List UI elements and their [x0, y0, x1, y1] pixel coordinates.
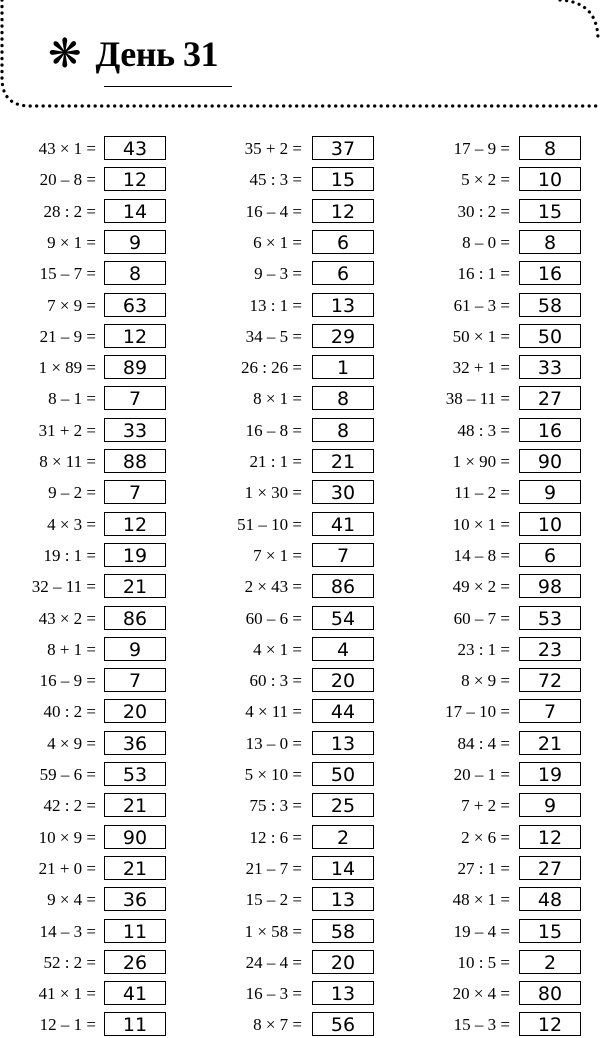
exercise-problem: 24 – 4 =	[245, 953, 302, 972]
answer-box[interactable]: 21	[104, 856, 166, 880]
exercise-row	[0, 543, 600, 569]
exercise-problem: 51 – 10 =	[237, 515, 302, 534]
exercise-row	[0, 856, 600, 882]
answer-box[interactable]: 8	[312, 418, 374, 442]
answer-box[interactable]: 90	[519, 449, 581, 473]
exercise-row	[0, 637, 600, 663]
exercise-row	[0, 793, 600, 819]
exercise-problem: 8 + 1 =	[47, 640, 96, 659]
exercise-problem: 38 – 11 =	[445, 389, 510, 408]
exercise-problem: 1 × 89 =	[38, 358, 96, 377]
exercise-problem: 9 × 4 =	[47, 890, 96, 909]
answer-box[interactable]: 33	[104, 418, 166, 442]
answer-box[interactable]: 13	[312, 887, 374, 911]
answer-box[interactable]: 12	[104, 324, 166, 348]
exercise-problem: 48 × 1 =	[452, 890, 510, 909]
answer-box[interactable]: 54	[312, 606, 374, 630]
answer-box[interactable]: 27	[519, 856, 581, 880]
answer-box[interactable]: 10	[519, 512, 581, 536]
answer-box[interactable]: 4	[312, 637, 374, 661]
answer-box[interactable]: 89	[104, 355, 166, 379]
exercise-row	[0, 230, 600, 256]
exercise-row	[0, 950, 600, 976]
answer-box[interactable]: 9	[519, 480, 581, 504]
answer-box[interactable]: 98	[519, 574, 581, 598]
exercise-row	[0, 167, 600, 193]
answer-box[interactable]: 14	[312, 856, 374, 880]
answer-box[interactable]: 58	[519, 293, 581, 317]
answer-box[interactable]: 9	[104, 637, 166, 661]
exercise-problem: 45 : 3 =	[249, 170, 302, 189]
answer-box[interactable]: 11	[104, 919, 166, 943]
answer-box[interactable]: 25	[312, 793, 374, 817]
exercise-problem: 26 : 26 =	[240, 358, 302, 377]
exercise-row	[0, 512, 600, 538]
page-title-text: День 31	[95, 34, 218, 74]
answer-box[interactable]: 7	[104, 668, 166, 692]
exercise-row	[0, 981, 600, 1007]
answer-box[interactable]: 86	[312, 574, 374, 598]
answer-box[interactable]: 50	[519, 324, 581, 348]
exercise-row	[0, 825, 600, 851]
answer-box[interactable]: 8	[104, 261, 166, 285]
answer-box[interactable]: 15	[312, 167, 374, 191]
answer-box[interactable]: 21	[519, 731, 581, 755]
exercise-problem: 1 × 90 =	[452, 452, 510, 471]
exercise-problem: 40 : 2 =	[43, 702, 96, 721]
exercise-problem: 13 – 0 =	[245, 734, 302, 753]
exercise-problem: 16 – 4 =	[245, 202, 302, 221]
exercise-problem: 84 : 4 =	[457, 734, 510, 753]
exercise-problem: 20 – 1 =	[453, 765, 510, 784]
exercise-problem: 16 – 3 =	[245, 984, 302, 1003]
exercise-problem: 14 – 3 =	[39, 922, 96, 941]
exercise-row	[0, 418, 600, 444]
exercise-problem: 11 – 2 =	[454, 483, 510, 502]
exercise-problem: 8 × 9 =	[461, 671, 510, 690]
answer-box[interactable]: 86	[104, 606, 166, 630]
answer-box[interactable]: 13	[312, 981, 374, 1005]
answer-box[interactable]: 12	[104, 167, 166, 191]
answer-box[interactable]: 36	[104, 731, 166, 755]
answer-box[interactable]: 16	[519, 261, 581, 285]
answer-box[interactable]: 2	[312, 825, 374, 849]
exercise-problem: 60 : 3 =	[249, 671, 302, 690]
answer-box[interactable]: 7	[312, 543, 374, 567]
exercise-problem: 8 × 7 =	[253, 1015, 302, 1034]
exercise-problem: 16 : 1 =	[457, 264, 510, 283]
exercise-problem: 10 × 1 =	[452, 515, 510, 534]
exercise-problem: 7 × 9 =	[47, 296, 96, 315]
exercise-problem: 1 × 58 =	[244, 922, 302, 941]
answer-box[interactable]: 15	[519, 919, 581, 943]
exercise-row	[0, 1012, 600, 1038]
exercise-problem: 4 × 1 =	[253, 640, 302, 659]
exercise-problem: 5 × 2 =	[461, 170, 510, 189]
exercise-row	[0, 574, 600, 600]
answer-box[interactable]: 50	[312, 762, 374, 786]
answer-box[interactable]: 36	[104, 887, 166, 911]
answer-box[interactable]: 44	[312, 699, 374, 723]
exercise-problem: 15 – 3 =	[453, 1015, 510, 1034]
answer-box[interactable]: 80	[519, 981, 581, 1005]
answer-box[interactable]: 37	[312, 136, 374, 160]
exercise-problem: 4 × 9 =	[47, 734, 96, 753]
exercise-problem: 19 – 4 =	[453, 922, 510, 941]
exercise-problem: 59 – 6 =	[39, 765, 96, 784]
exercise-problem: 43 × 1 =	[38, 139, 96, 158]
exercise-problem: 23 : 1 =	[457, 640, 510, 659]
answer-box[interactable]: 16	[519, 418, 581, 442]
answer-box[interactable]: 30	[312, 480, 374, 504]
answer-box[interactable]: 13	[312, 293, 374, 317]
answer-box[interactable]: 12	[312, 199, 374, 223]
exercise-problem: 9 – 2 =	[48, 483, 96, 502]
exercise-row	[0, 699, 600, 725]
exercise-problem: 21 – 9 =	[39, 327, 96, 346]
exercise-problem: 15 – 7 =	[39, 264, 96, 283]
answer-box[interactable]: 21	[104, 793, 166, 817]
exercise-problem: 75 : 3 =	[249, 796, 302, 815]
exercise-problem: 7 × 1 =	[253, 546, 302, 565]
exercise-problem: 12 : 6 =	[249, 828, 302, 847]
answer-box[interactable]: 8	[312, 386, 374, 410]
exercise-problem: 5 × 10 =	[244, 765, 302, 784]
answer-box[interactable]: 13	[312, 731, 374, 755]
exercise-row	[0, 668, 600, 694]
answer-box[interactable]: 27	[519, 386, 581, 410]
exercise-problem: 2 × 43 =	[244, 577, 302, 596]
exercise-row	[0, 261, 600, 287]
answer-box[interactable]: 6	[312, 261, 374, 285]
answer-box[interactable]: 88	[104, 449, 166, 473]
answer-box[interactable]: 48	[519, 887, 581, 911]
answer-box[interactable]: 19	[104, 543, 166, 567]
exercise-problem: 49 × 2 =	[452, 577, 510, 596]
answer-box[interactable]: 7	[104, 386, 166, 410]
exercise-problem: 20 – 8 =	[39, 170, 96, 189]
exercise-problem: 8 – 1 =	[48, 389, 96, 408]
exercise-problem: 7 + 2 =	[461, 796, 510, 815]
answer-box[interactable]: 33	[519, 355, 581, 379]
exercise-row	[0, 480, 600, 506]
exercise-problem: 20 × 4 =	[452, 984, 510, 1003]
exercise-row	[0, 606, 600, 632]
exercise-problem: 31 + 2 =	[38, 421, 96, 440]
exercise-problem: 10 × 9 =	[38, 828, 96, 847]
exercise-problem: 61 – 3 =	[453, 296, 510, 315]
exercise-row	[0, 919, 600, 945]
answer-box[interactable]: 2	[519, 950, 581, 974]
exercise-problem: 32 + 1 =	[452, 358, 510, 377]
answer-box[interactable]: 9	[519, 793, 581, 817]
exercise-row	[0, 449, 600, 475]
exercise-problem: 30 : 2 =	[457, 202, 510, 221]
answer-box[interactable]: 7	[519, 699, 581, 723]
page-title	[48, 31, 218, 77]
answer-box[interactable]: 41	[104, 981, 166, 1005]
answer-box[interactable]: 26	[104, 950, 166, 974]
answer-box[interactable]: 12	[104, 512, 166, 536]
exercise-problem: 16 – 9 =	[39, 671, 96, 690]
answer-box[interactable]: 9	[104, 230, 166, 254]
exercise-problem: 16 – 8 =	[245, 421, 302, 440]
exercise-problem: 19 : 1 =	[43, 546, 96, 565]
exercise-row	[0, 199, 600, 225]
exercise-row	[0, 887, 600, 913]
exercise-problem: 21 : 1 =	[249, 452, 302, 471]
exercise-problem: 2 × 6 =	[461, 828, 510, 847]
answer-box[interactable]: 23	[519, 637, 581, 661]
exercise-problem: 28 : 2 =	[43, 202, 96, 221]
answer-box[interactable]: 58	[312, 919, 374, 943]
answer-box[interactable]: 19	[519, 762, 581, 786]
exercise-problem: 21 + 0 =	[38, 859, 96, 878]
exercise-problem: 17 – 9 =	[453, 139, 510, 158]
answer-box[interactable]: 72	[519, 668, 581, 692]
answer-box[interactable]: 21	[104, 574, 166, 598]
asterisk-icon: ❋	[48, 31, 82, 77]
exercise-problem: 15 – 2 =	[245, 890, 302, 909]
exercise-problem: 4 × 11 =	[245, 702, 302, 721]
answer-box[interactable]: 7	[104, 480, 166, 504]
answer-box[interactable]: 8	[519, 136, 581, 160]
answer-box[interactable]: 6	[312, 230, 374, 254]
answer-box[interactable]: 20	[312, 668, 374, 692]
exercise-row	[0, 355, 600, 381]
answer-box[interactable]: 90	[104, 825, 166, 849]
exercise-problem: 43 × 2 =	[38, 609, 96, 628]
exercise-problem: 42 : 2 =	[43, 796, 96, 815]
answer-box[interactable]: 15	[519, 199, 581, 223]
answer-box[interactable]: 63	[104, 293, 166, 317]
answer-box[interactable]: 29	[312, 324, 374, 348]
exercise-row	[0, 293, 600, 319]
exercise-problem: 17 – 10 =	[445, 702, 510, 721]
answer-box[interactable]: 20	[104, 699, 166, 723]
answer-box[interactable]: 12	[519, 825, 581, 849]
answer-box[interactable]: 12	[519, 1012, 581, 1036]
answer-box[interactable]: 20	[312, 950, 374, 974]
exercise-problem: 21 – 7 =	[245, 859, 302, 878]
exercise-problem: 41 × 1 =	[38, 984, 96, 1003]
answer-box[interactable]: 1	[312, 355, 374, 379]
exercise-problem: 48 : 3 =	[457, 421, 510, 440]
answer-box[interactable]: 10	[519, 167, 581, 191]
exercise-row	[0, 731, 600, 757]
exercise-row	[0, 762, 600, 788]
exercise-problem: 1 × 30 =	[244, 483, 302, 502]
exercise-problem: 34 – 5 =	[245, 327, 302, 346]
exercise-problem: 50 × 1 =	[452, 327, 510, 346]
answer-box[interactable]: 53	[104, 762, 166, 786]
answer-box[interactable]: 11	[104, 1012, 166, 1036]
exercise-problem: 32 – 11 =	[31, 577, 96, 596]
exercise-row	[0, 386, 600, 412]
exercise-problem: 60 – 6 =	[245, 609, 302, 628]
exercise-problem: 4 × 3 =	[47, 515, 96, 534]
exercise-problem: 52 : 2 =	[43, 953, 96, 972]
answer-box[interactable]: 56	[312, 1012, 374, 1036]
exercise-problem: 35 + 2 =	[244, 139, 302, 158]
answer-box[interactable]: 21	[312, 449, 374, 473]
answer-box[interactable]: 43	[104, 136, 166, 160]
exercise-row	[0, 136, 600, 162]
exercise-problem: 8 – 0 =	[462, 233, 510, 252]
exercise-problem: 6 × 1 =	[253, 233, 302, 252]
exercise-problem: 8 × 1 =	[253, 389, 302, 408]
exercise-problem: 13 : 1 =	[249, 296, 302, 315]
page-header	[0, 0, 600, 118]
exercise-problem: 9 – 3 =	[254, 264, 302, 283]
answer-box[interactable]: 14	[104, 199, 166, 223]
exercise-problem: 27 : 1 =	[457, 859, 510, 878]
exercise-problem: 10 : 5 =	[457, 953, 510, 972]
answer-box[interactable]: 41	[312, 512, 374, 536]
exercise-problem: 8 × 11 =	[39, 452, 96, 471]
answer-box[interactable]: 53	[519, 606, 581, 630]
exercise-problem: 60 – 7 =	[453, 609, 510, 628]
title-underline	[104, 86, 232, 87]
exercise-problem: 14 – 8 =	[453, 546, 510, 565]
exercise-row	[0, 324, 600, 350]
exercise-problem: 12 – 1 =	[39, 1015, 96, 1034]
exercise-problem: 9 × 1 =	[47, 233, 96, 252]
answer-box[interactable]: 8	[519, 230, 581, 254]
answer-box[interactable]: 6	[519, 543, 581, 567]
